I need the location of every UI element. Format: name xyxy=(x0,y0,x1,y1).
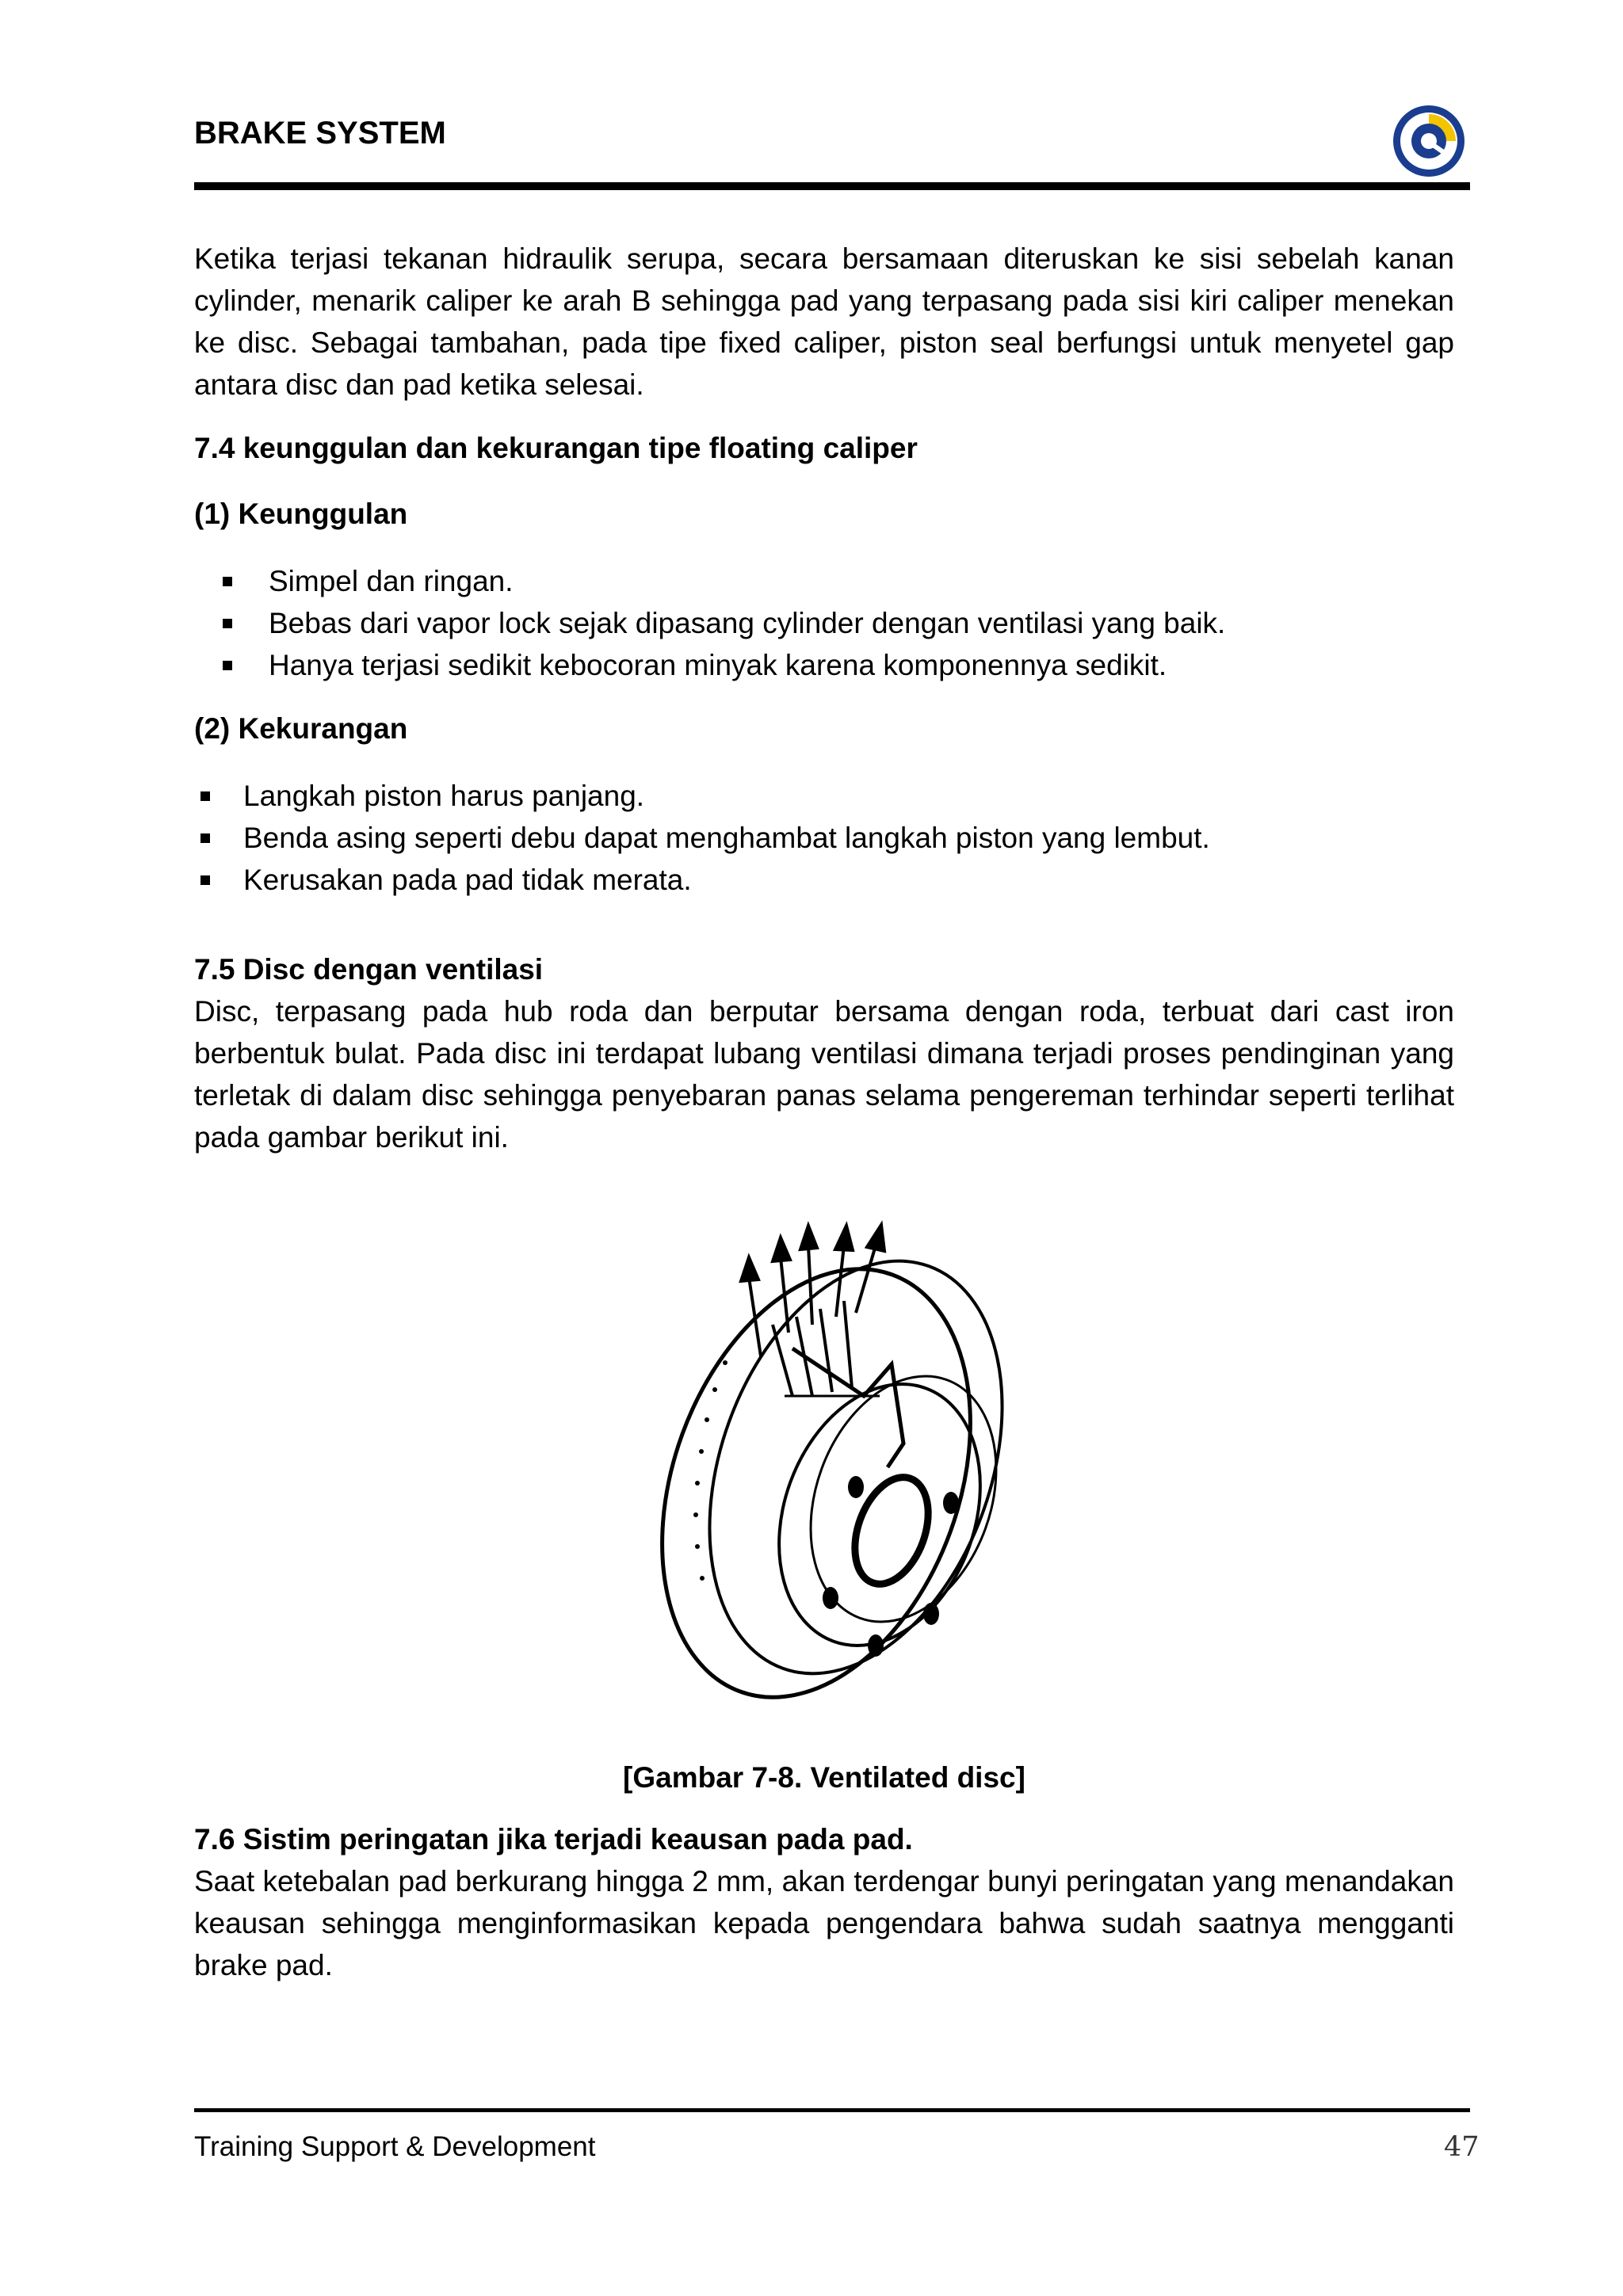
advantages-list xyxy=(194,560,1454,686)
list-item: Simpel dan ringan. xyxy=(194,560,1454,602)
page-content xyxy=(194,238,1454,1986)
section-7-5-paragraph: Disc, terpasang pada hub roda dan berputar bersama dengan roda, terbuat dari cast iron berbentuk bulat. Pada disc ini terdapat lubang ventilasi dimana terjadi proses pendinginan yang terletak di dalam disc sehingga penyebaran panas selama pengereman terhindar seperti terlihat pada gambar berikut ini. xyxy=(194,995,1454,1154)
gear-wrench-logo-icon xyxy=(1391,103,1467,179)
list-item: Hanya terjasi sedikit kebocoran minyak karena komponennya sedikit. xyxy=(194,644,1454,686)
section-7-5-heading: 7.5 Disc dengan ventilasi xyxy=(194,953,544,986)
ventilated-disc-figure xyxy=(194,1214,1454,1729)
header-title: BRAKE SYSTEM xyxy=(194,116,446,151)
list-item: Bebas dari vapor lock sejak dipasang cylinder dengan ventilasi yang baik. xyxy=(194,602,1454,644)
bullet-icon xyxy=(223,577,232,586)
header-rule xyxy=(194,182,1470,190)
section-7-4-heading: 7.4 keunggulan dan kekurangan tipe floating caliper xyxy=(194,432,918,464)
disadvantages-list xyxy=(194,775,1454,901)
list-item: Benda asing seperti debu dapat menghambat langkah piston yang lembut. xyxy=(194,817,1454,859)
figure-caption: [Gambar 7-8. Ventilated disc] xyxy=(623,1761,1025,1794)
list-item: Kerusakan pada pad tidak merata. xyxy=(194,859,1454,901)
bullet-icon xyxy=(200,833,210,843)
advantages-heading: (1) Keunggulan xyxy=(194,498,408,530)
footer-text: Training Support & Development xyxy=(194,2131,596,2162)
disadvantages-heading: (2) Kekurangan xyxy=(194,712,408,745)
section-7-6-heading: 7.6 Sistim peringatan jika terjadi keausan pada pad. xyxy=(194,1823,913,1855)
ventilated-disc-illustration xyxy=(618,1214,1030,1713)
bullet-icon xyxy=(223,619,232,628)
list-item: Langkah piston harus panjang. xyxy=(194,775,1454,817)
section-7-6-paragraph: Saat ketebalan pad berkurang hingga 2 mm, akan terdengar bunyi peringatan yang menandakan keausan sehingga menginformasikan kepada pengendara bahwa sudah saatnya mengganti brake pad. xyxy=(194,1865,1454,1981)
bullet-icon xyxy=(223,661,232,670)
footer-rule xyxy=(194,2108,1470,2112)
page-number: 47 xyxy=(1444,2131,1480,2163)
bullet-icon xyxy=(200,791,210,801)
intro-paragraph: Ketika terjasi tekanan hidraulik serupa, secara bersamaan diteruskan ke sisi sebelah kanan cylinder, menarik caliper ke arah B sehingga pad yang terpasang pada sisi kiri caliper menekan ke disc. Sebagai tambahan, pada tipe fixed caliper, piston seal berfungsi untuk menyetel gap antara disc dan pad ketika selesai. xyxy=(194,242,1454,401)
bullet-icon xyxy=(200,875,210,885)
